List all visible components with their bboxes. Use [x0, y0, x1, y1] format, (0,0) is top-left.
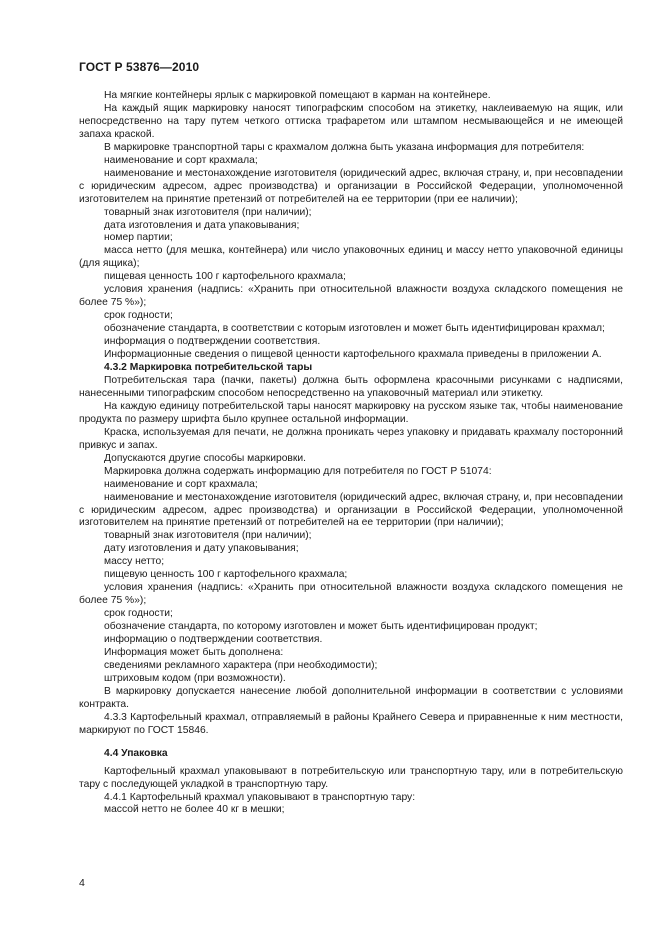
list-item: масса нетто (для мешка, контейнера) или число упаковочных единиц и массу нетто упаковочной единицы (для ящика); [79, 245, 623, 270]
list-item: условия хранения (надпись: «Хранить при относительной влажности воздуха складского помещения не более 75 %»); [79, 284, 623, 309]
list-item: наименование и местонахождение изготовителя (юридический адрес, включая страну, и, при несовпадении с юридическим адресом, адрес производства) и организации в Российской Федерации, уполномоченной изготовителем на принятие претензий от потребителей на ее территории (при ее наличии); [79, 167, 623, 205]
list-item: товарный знак изготовителя (при наличии); [104, 206, 312, 218]
document-header: ГОСТ Р 53876—2010 [79, 60, 200, 74]
list-item: номер партии; [104, 232, 173, 244]
paragraph: 4.4.1 Картофельный крахмал упаковывают в транспортную тару: [104, 791, 416, 803]
list-item: сведениями рекламного характера (при необходимости); [104, 659, 378, 671]
paragraph: На мягкие контейнеры ярлык с маркировкой помещают в карман на контейнере. [104, 90, 491, 101]
list-item: информацию о подтверждении соответствия. [104, 634, 323, 646]
list-item: пищевую ценность 100 г картофельного крахмала; [104, 569, 348, 581]
paragraph: Потребительская тара (пачки, пакеты) должна быть оформлена красочными рисунками с надписями, нанесенными типографским способом непосредственно на упаковочный материал или этикетку. [79, 374, 623, 399]
list-item: наименование и местонахождение изготовителя (юридический адрес, включая страну, и, при несовпадении с юридическим адресом, адрес производства) и организации в Российской Федерации, уполномоченной изготовителем на принятие претензий от потребителей на ее территории (при наличии); [79, 491, 623, 529]
section-heading: 4.4 Упаковка [104, 747, 168, 759]
paragraph: На каждую единицу потребительской тары наносят маркировку на русском языке так, чтобы наименование продукта по размеру шрифта было крупнее остальной информации. [79, 400, 623, 425]
paragraph: В маркировке транспортной тары с крахмалом должна быть указана информация для потребителя: [104, 141, 585, 153]
list-item: пищевая ценность 100 г картофельного крахмала; [104, 271, 346, 283]
list-item: обозначение стандарта, по которому изготовлен и может быть идентифицирован продукт; [104, 621, 538, 633]
paragraph: Информационные сведения о пищевой ценности картофельного крахмала приведены в приложении А. [104, 349, 602, 361]
paragraph: На каждый ящик маркировку наносят типографским способом на этикетку, наклеиваемую на ящик, или непосредственно на тару путем четкого оттиска трафаретом или штампом несмывающейся и не имеющей запаха краской. [79, 102, 623, 140]
list-item: массу нетто; [104, 556, 165, 568]
list-item: наименование и сорт крахмала; [104, 154, 258, 166]
paragraph: Краска, используемая для печати, не должна проникать через упаковку и придавать крахмалу посторонний привкус и запах. [79, 426, 623, 451]
paragraph: Маркировка должна содержать информацию для потребителя по ГОСТ Р 51074: [104, 465, 492, 477]
list-item: информация о подтверждении соответствия. [104, 336, 321, 348]
list-item: срок годности; [104, 310, 173, 322]
paragraph: Информация может быть дополнена: [104, 646, 284, 658]
page-number: 4 [79, 877, 85, 889]
list-item: дату изготовления и дату упаковывания; [104, 543, 299, 555]
paragraph: 4.3.3 Картофельный крахмал, отправляемый в районы Крайнего Севера и приравненные к ним местности, маркируют по ГОСТ 15846. [79, 711, 623, 736]
list-item: наименование и сорт крахмала; [104, 478, 258, 490]
list-item: товарный знак изготовителя (при наличии); [104, 530, 312, 542]
paragraph: В маркировку допускается нанесение любой дополнительной информации в соответствии с условиями контракта. [79, 685, 623, 710]
list-item: условия хранения (надпись: «Хранить при относительной влажности воздуха складского помещения не более 75 %»); [79, 582, 623, 607]
list-item: срок годности; [104, 608, 173, 620]
document-body [79, 90, 623, 817]
list-item: обозначение стандарта, в соответствии с которым изготовлен и может быть идентифицирован крахмал; [104, 323, 605, 335]
subsection-heading: 4.3.2 Маркировка потребительской тары [104, 362, 313, 374]
list-item: дата изготовления и дата упаковывания; [104, 219, 300, 231]
list-item: штриховым кодом (при возможности). [104, 672, 286, 684]
paragraph: Картофельный крахмал упаковывают в потребительскую или транспортную тару, или в потребительскую тару с последующей укладкой в транспортную тару. [79, 765, 623, 790]
list-item: массой нетто не более 40 кг в мешки; [104, 804, 285, 816]
paragraph: Допускаются другие способы маркировки. [104, 452, 307, 464]
